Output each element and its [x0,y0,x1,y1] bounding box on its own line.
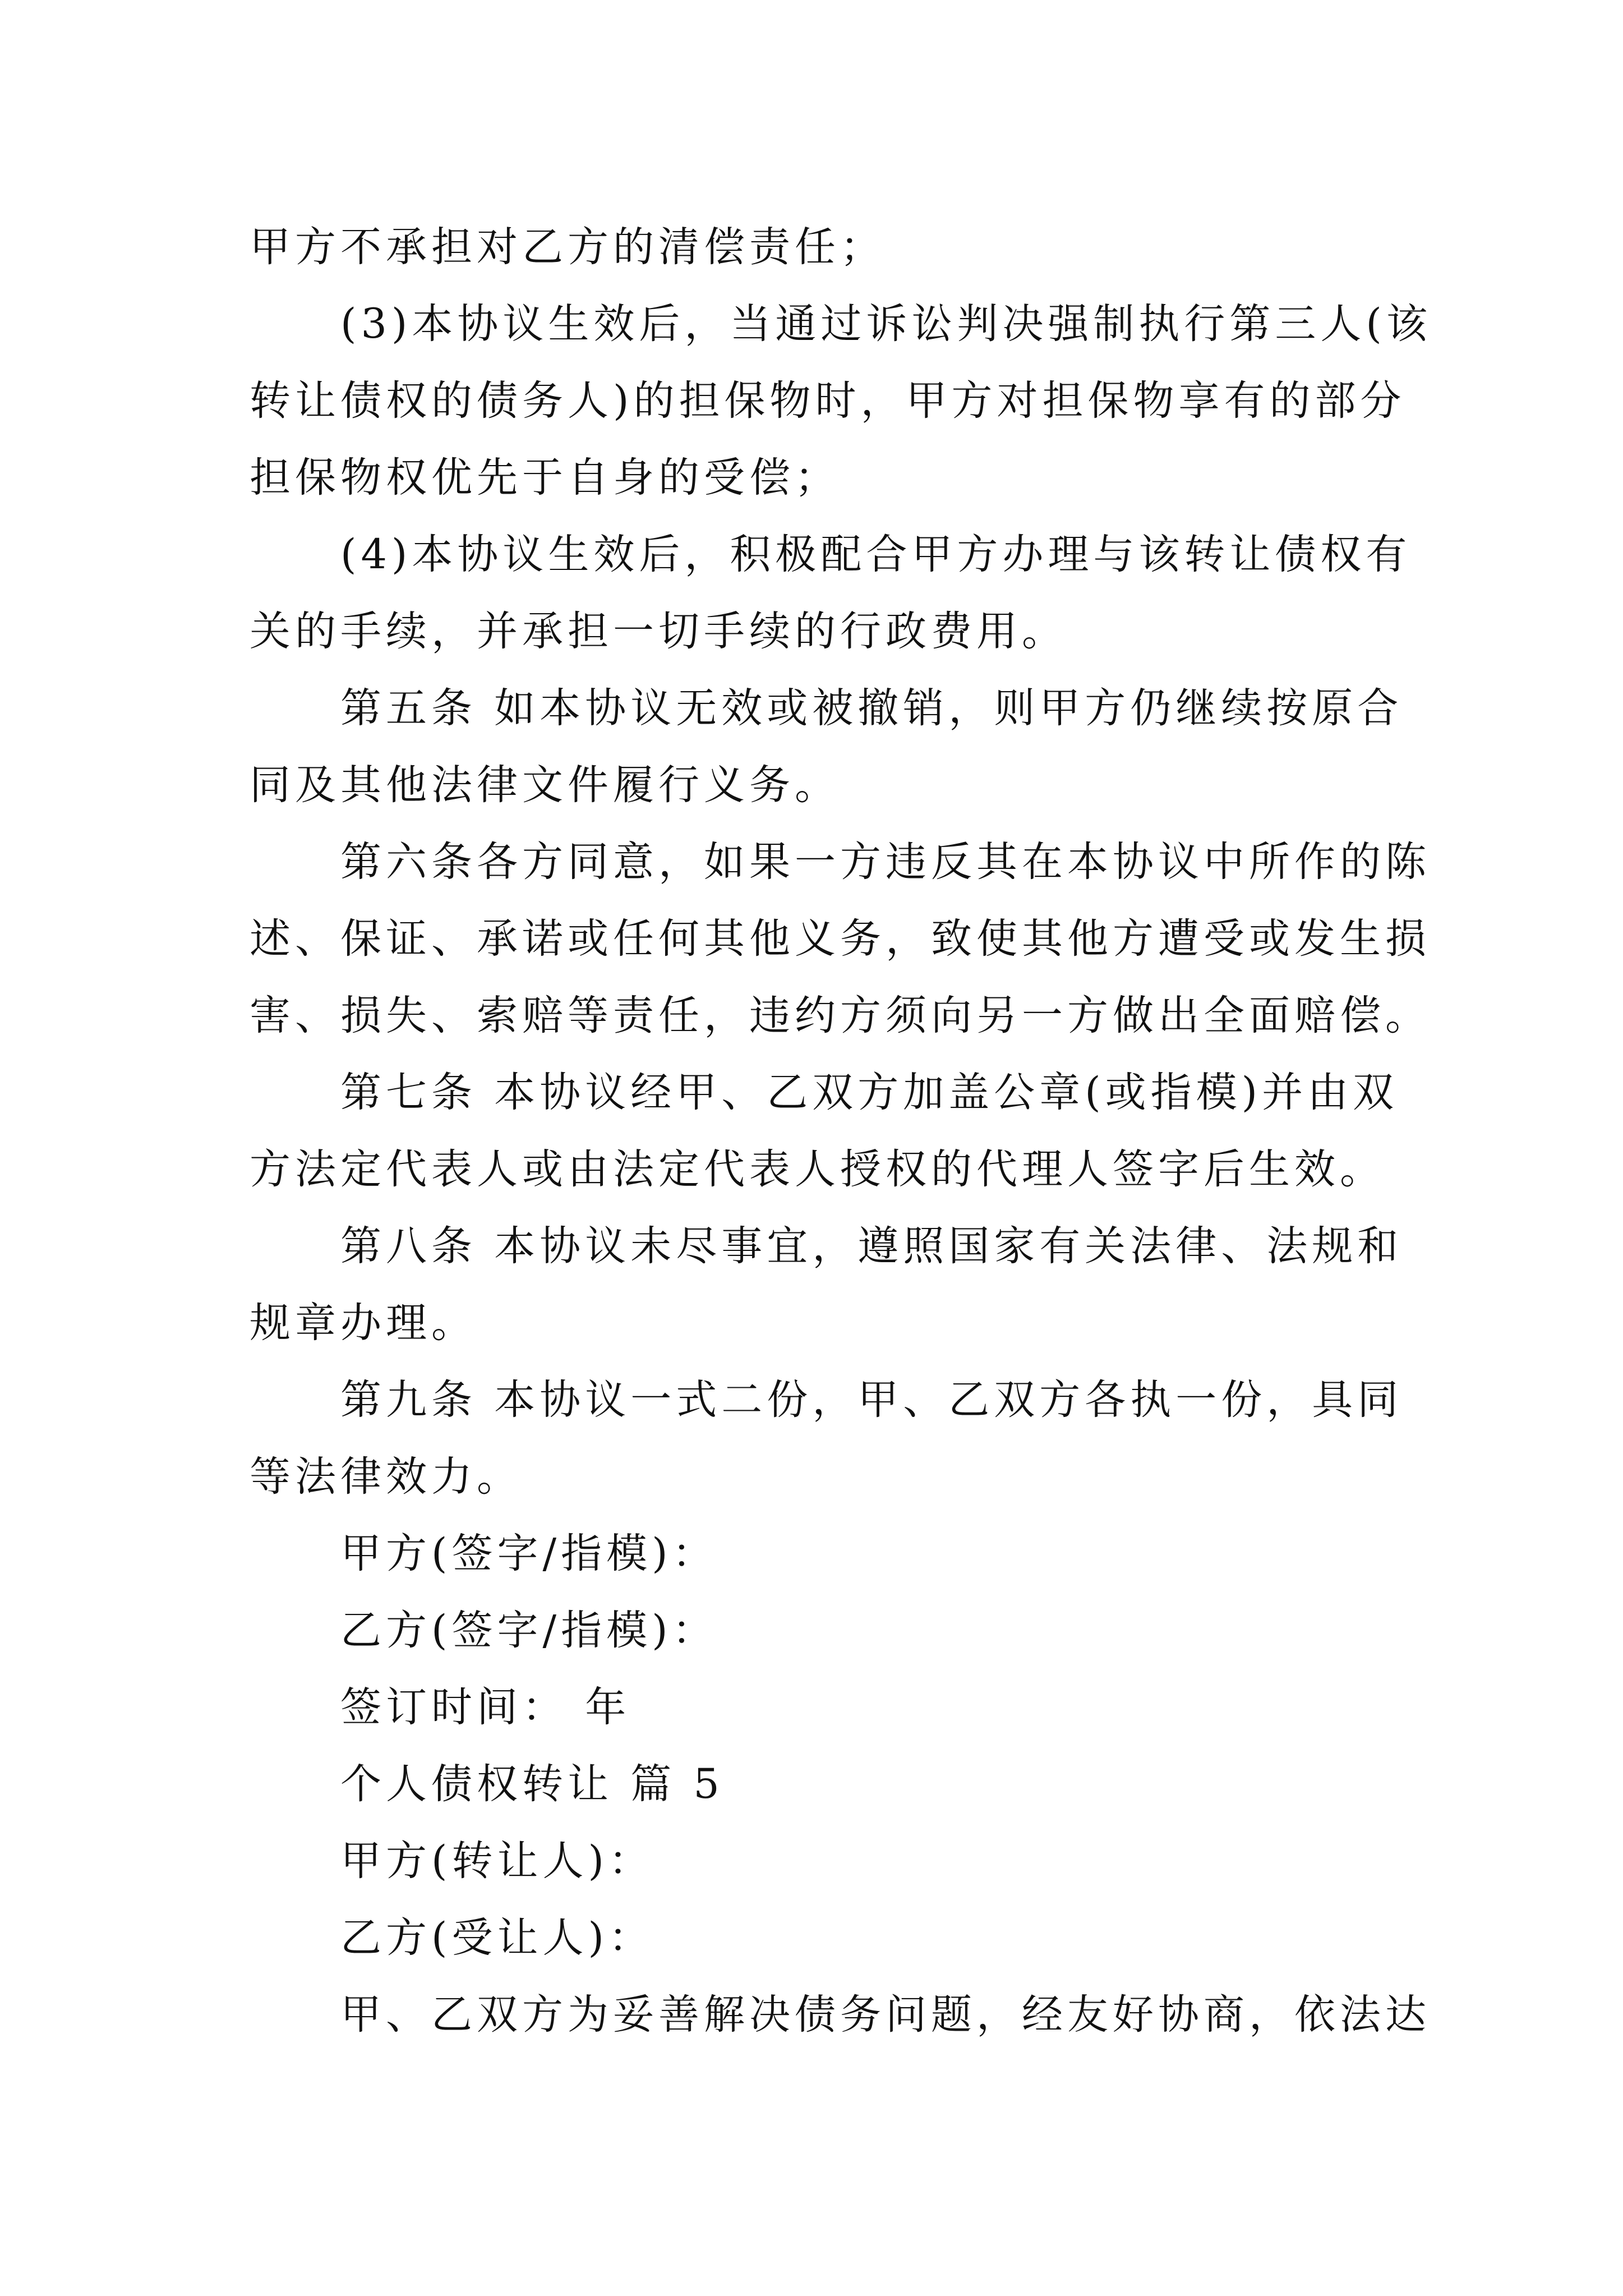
text-line: 方法定代表人或由法定代表人授权的代理人签字后生效。 [250,1145,1385,1193]
text-line: 第六条各方同意，如果一方违反其在本协议中所作的陈 [340,838,1431,886]
text-line: 害、损失、索赔等责任，违约方须向另一方做出全面赔偿。 [250,992,1431,1039]
text-line: 同及其他法律文件履行义务。 [250,761,840,809]
text-line: 等法律效力。 [250,1453,522,1501]
party-a-transferor-line: 甲方(转让人)： [340,1837,654,1885]
text-line: 担保物权优先于自身的受偿； [250,454,840,501]
text-line: (4)本协议生效后，积极配合甲方办理与该转让债权有 [340,531,1412,578]
signature-line-party-b: 乙方(签字/指模)： [340,1607,718,1654]
text-line: 甲方不承担对乙方的清偿责任； [250,223,886,271]
signing-date-line: 签订时间： 年 [340,1683,631,1731]
party-b-transferee-line: 乙方(受让人)： [340,1914,654,1962]
text-line: 述、保证、承诺或任何其他义务，致使其他方遭受或发生损 [250,915,1431,963]
document-body [250,209,1432,2053]
text-line: 第八条 本协议未尽事宜，遵照国家有关法律、法规和 [340,1222,1403,1270]
text-line: 第五条 如本协议无效或被撤销，则甲方仍继续按原合 [340,684,1403,732]
text-line: 第九条 本协议一式二份，甲、乙双方各执一份，具同 [340,1376,1403,1424]
section-heading: 个人债权转让 篇 5 [340,1760,724,1808]
text-line: 规章办理。 [250,1299,477,1347]
text-line: (3)本协议生效后，当通过诉讼判决强制执行第三人(该 [340,300,1432,348]
text-line: 甲、乙双方为妥善解决债务问题，经友好协商，依法达 [340,1991,1431,2039]
text-line: 转让债权的债务人)的担保物时，甲方对担保物享有的部分 [250,377,1406,425]
text-line: 关的手续，并承担一切手续的行政费用。 [250,608,1067,655]
signature-line-party-a: 甲方(签字/指模)： [340,1530,718,1577]
text-line: 第七条 本协议经甲、乙双方加盖公章(或指模)并由双 [340,1069,1399,1116]
